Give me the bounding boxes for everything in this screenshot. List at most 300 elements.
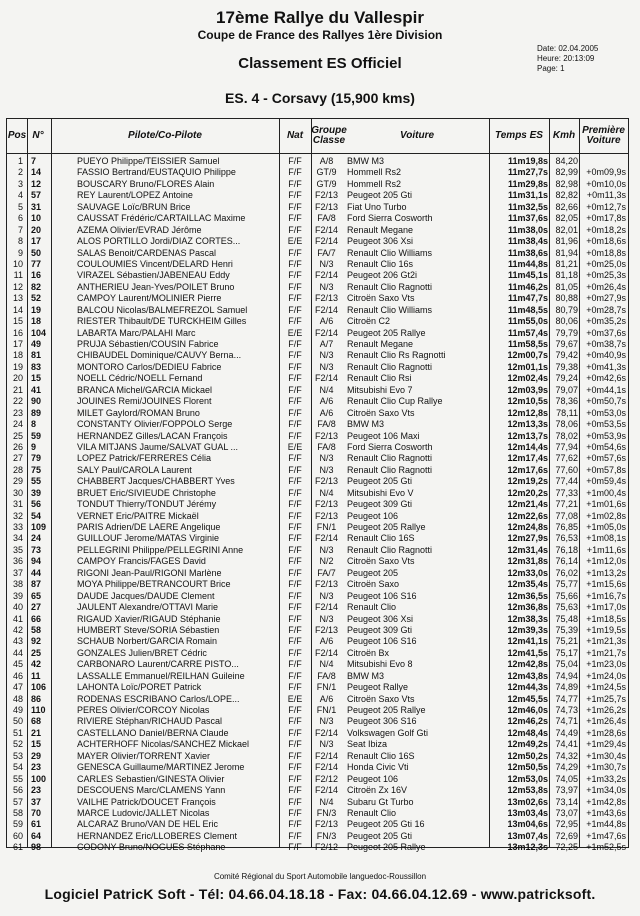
- cell-ecart: +0m38,7s: [586, 339, 626, 349]
- cell-kmh: 82,82: [555, 190, 578, 201]
- cell-temps: 12m13,7s: [507, 430, 548, 441]
- cell-voiture: Mitsubishi Evo V: [347, 487, 414, 498]
- table-row: [7, 694, 628, 705]
- cell-temps: 12m44,3s: [507, 682, 548, 693]
- table-row: [7, 842, 628, 853]
- cell-pilote: MOYA Philippe/BETRANCOURT Brice: [77, 579, 231, 590]
- cell-pilote: VIRAZEL Sébastien/JABENEAU Eddy: [77, 270, 230, 281]
- cell-pos: 3: [17, 178, 23, 189]
- cell-pilote: BRANCA Michel/GARCIA Mickael: [77, 384, 213, 395]
- cell-temps: 12m46,2s: [507, 716, 548, 727]
- cell-ecart: +0m28,7s: [586, 304, 626, 315]
- cell-num: 39: [31, 487, 42, 498]
- cell-num: 61: [31, 819, 42, 830]
- cell-ecart: +1m12,0s: [586, 556, 626, 567]
- cell-ecart: +0m41,3s: [586, 361, 626, 372]
- cell-num: 106: [31, 682, 47, 693]
- cell-temps: 12m53,0s: [507, 773, 548, 784]
- cell-ecart: +0m57,6s: [586, 453, 626, 464]
- cell-voiture: Peugeot 306 Xsi: [347, 613, 414, 624]
- cell-kmh: 81,18: [555, 270, 578, 281]
- cell-pos: 45: [12, 659, 23, 670]
- cell-ecart: +0m59,4s: [586, 476, 626, 487]
- cell-kmh: 74,71: [555, 716, 578, 727]
- cell-num: 55: [31, 476, 42, 487]
- cell-kmh: 77,62: [555, 453, 578, 464]
- cell-kmh: 72,95: [555, 819, 578, 830]
- cell-num: 73: [31, 544, 42, 555]
- cell-voiture: Peugeot 205 Rallye: [347, 842, 426, 853]
- cell-pos: 31: [12, 499, 23, 510]
- cell-nat: F/F: [288, 773, 302, 784]
- cell-groupe: F2/14: [314, 327, 338, 338]
- cell-ecart: +0m57,8s: [586, 464, 626, 475]
- cell-nat: F/F: [288, 201, 302, 212]
- cell-groupe: F2/14: [314, 373, 338, 384]
- cell-nat: F/F: [288, 647, 302, 658]
- table-row: [7, 202, 628, 213]
- cell-groupe: FN/1: [316, 682, 337, 693]
- cell-pos: 37: [12, 567, 23, 578]
- table-row: [7, 579, 628, 590]
- cell-pilote: CAMPOY Laurent/MOLINIER Pierre: [77, 293, 222, 304]
- table-row: [7, 533, 628, 544]
- cell-groupe: N/4: [319, 796, 334, 807]
- cell-ecart: +1m23,0s: [586, 659, 626, 670]
- table-row: [7, 636, 628, 647]
- cell-pilote: RODENAS ESCRIBANO Carlos/LOPE...: [77, 693, 240, 704]
- cell-voiture: Peugeot 205 Gti: [347, 190, 413, 201]
- cell-ecart: +1m43,6s: [586, 807, 626, 818]
- cell-pilote: BRUET Eric/SIVIEUDE Christophe: [77, 487, 216, 498]
- col-nat: Nat: [286, 130, 304, 141]
- cell-num: 27: [31, 602, 42, 613]
- col-temps: Temps ES: [495, 130, 543, 141]
- cell-pilote: GUILLOUF Jerome/MATAS Virginie: [77, 533, 220, 544]
- cell-ecart: +0m53,0s: [586, 407, 626, 418]
- cell-nat: E/E: [287, 441, 303, 452]
- cell-ecart: +1m30,4s: [586, 750, 626, 761]
- cell-nat: F/F: [288, 316, 302, 327]
- cell-num: 11: [31, 670, 41, 681]
- cell-pilote: JOUINES Remi/JOUINES Florent: [77, 396, 212, 407]
- cell-groupe: F2/14: [314, 647, 338, 658]
- cell-pos: 55: [12, 773, 23, 784]
- cell-kmh: 73,07: [555, 807, 578, 818]
- table-row: [7, 728, 628, 739]
- cell-nat: F/F: [288, 304, 302, 315]
- cell-groupe: FA/8: [317, 441, 336, 452]
- cell-nat: F/F: [288, 556, 302, 567]
- cell-voiture: Renault Clio Cup Rallye: [347, 396, 443, 407]
- cell-temps: 13m04,6s: [507, 819, 548, 830]
- cell-temps: 12m12,8s: [507, 407, 548, 418]
- cell-groupe: FA/8: [317, 419, 336, 430]
- cell-pilote: TONDUT Thierry/TONDUT Jérémy: [77, 499, 217, 510]
- cell-pilote: HERNANDEZ Eric/LLOBERES Clement: [77, 830, 238, 841]
- cell-kmh: 74,89: [555, 682, 578, 693]
- cell-pos: 32: [12, 510, 23, 521]
- cell-groupe: N/3: [319, 590, 334, 601]
- cell-num: 79: [31, 453, 42, 464]
- cell-pilote: JAULENT Alexandre/OTTAVI Marie: [77, 602, 219, 613]
- cell-groupe: F2/14: [314, 224, 338, 235]
- cell-pilote: PRUJA Sébastien/COUSIN Fabrice: [77, 339, 219, 349]
- cell-num: 109: [31, 522, 47, 532]
- cell-ecart: +1m24,5s: [586, 682, 626, 693]
- cell-pilote: DESCOUENS Marc/CLAMENS Yann: [77, 785, 226, 796]
- cell-groupe: N/3: [319, 739, 334, 750]
- cell-voiture: Subaru Gt Turbo: [347, 796, 414, 807]
- cell-pilote: BALCOU Nicolas/BALMEFREZOL Samuel: [77, 304, 248, 315]
- cell-pos: 35: [12, 544, 23, 555]
- cell-pos: 60: [12, 830, 23, 841]
- cell-voiture: Citroën Saxo Vts: [347, 693, 415, 704]
- table-row: [7, 774, 628, 785]
- print-date: Date: 02.04.2005: [537, 44, 599, 53]
- print-time: Heure: 20:13:09: [537, 54, 595, 63]
- table-row: [7, 259, 628, 270]
- cell-pilote: VILA MITJANS Jaume/SALVAT GUAL ...: [77, 441, 239, 452]
- cell-num: 104: [31, 327, 47, 338]
- cell-ecart: +0m25,3s: [586, 270, 626, 281]
- cell-num: 25: [31, 647, 42, 658]
- cell-pilote: ACHTERHOFF Nicolas/SANCHEZ Mickael: [77, 739, 250, 750]
- cell-nat: F/F: [288, 670, 302, 681]
- cell-pos: 11: [13, 270, 23, 281]
- cell-pilote: GENESCA Guillaume/MARTINEZ Jerome: [77, 762, 245, 773]
- cell-kmh: 79,67: [555, 339, 578, 349]
- cell-pilote: CHIBAUDEL Dominique/CAUVY Berna...: [77, 350, 242, 361]
- cell-pilote: NOELL Cédric/NOELL Fernand: [77, 373, 203, 384]
- cell-ecart: +0m18,6s: [586, 236, 626, 247]
- cell-pilote: VAILHE Patrick/DOUCET François: [77, 796, 216, 807]
- table-row: [7, 190, 628, 201]
- cell-ecart: +0m50,7s: [586, 396, 626, 407]
- cell-num: 49: [31, 339, 42, 349]
- cell-nat: F/F: [288, 750, 302, 761]
- cell-ecart: +1m30,7s: [586, 762, 626, 773]
- cell-temps: 12m17,6s: [507, 464, 548, 475]
- results-table: [6, 118, 629, 853]
- cell-voiture: Renault Clio Ragnotti: [347, 464, 433, 475]
- cell-kmh: 78,11: [556, 407, 578, 418]
- cell-nat: F/F: [288, 247, 302, 258]
- cell-ecart: +1m13,2s: [586, 567, 626, 578]
- cell-nat: F/F: [288, 407, 302, 418]
- cell-pilote: VERNET Eric/PAITRE Mickaël: [77, 510, 199, 521]
- cell-groupe: GT/9: [316, 167, 337, 178]
- cell-nat: F/F: [288, 270, 302, 281]
- cell-kmh: 84,20: [555, 156, 578, 166]
- cell-ecart: +1m00,4s: [586, 487, 626, 498]
- cell-nat: F/F: [288, 384, 302, 395]
- cell-nat: F/F: [288, 350, 302, 361]
- cell-num: 58: [31, 624, 42, 635]
- cell-temps: 12m35,4s: [507, 579, 548, 590]
- cell-pos: 24: [12, 419, 23, 430]
- cell-temps: 12m22,6s: [507, 510, 548, 521]
- cell-temps: 11m58,5s: [507, 339, 548, 349]
- cell-nat: F/F: [288, 762, 302, 773]
- cell-groupe: N/3: [319, 716, 334, 727]
- cell-ecart: +1m17,0s: [586, 602, 626, 613]
- cell-nat: F/F: [288, 213, 302, 224]
- cell-num: 82: [31, 281, 42, 292]
- cell-groupe: N/3: [319, 453, 334, 464]
- cell-pos: 51: [12, 727, 23, 738]
- cell-voiture: Renault Megane: [347, 339, 414, 349]
- cell-nat: F/F: [288, 807, 302, 818]
- cell-ecart: +1m44,8s: [586, 819, 626, 830]
- cell-groupe: N/3: [319, 350, 334, 361]
- cell-num: 16: [31, 270, 42, 281]
- cell-kmh: 74,32: [555, 750, 578, 761]
- cell-pilote: PUEYO Philippe/TEISSIER Samuel: [77, 156, 220, 166]
- cell-groupe: N/4: [319, 659, 334, 670]
- table-header: [7, 119, 628, 154]
- table-row: [7, 236, 628, 247]
- cell-temps: 12m33,0s: [507, 567, 548, 578]
- cell-pos: 6: [17, 213, 23, 224]
- cell-kmh: 81,94: [555, 247, 578, 258]
- table-row: [7, 179, 628, 190]
- cell-pilote: SALAS Benoit/CARDENAS Pascal: [77, 247, 217, 258]
- cell-pos: 17: [12, 339, 23, 349]
- table-row: [7, 350, 628, 361]
- cell-num: 77: [31, 258, 42, 269]
- cell-groupe: N/3: [319, 258, 334, 269]
- cell-voiture: Peugeot 309 Gti: [347, 624, 413, 635]
- col-groupe-classe: Groupe Classe: [311, 125, 347, 146]
- cell-nat: F/F: [288, 396, 302, 407]
- cell-voiture: Hommell Rs2: [347, 178, 402, 189]
- cell-voiture: Peugeot 106 S16: [347, 636, 417, 647]
- cell-num: 86: [31, 693, 42, 704]
- cell-nat: F/F: [288, 579, 302, 590]
- cell-num: 50: [31, 247, 42, 258]
- cell-nat: F/F: [288, 624, 302, 635]
- table-row: [7, 362, 628, 373]
- cell-pos: 26: [12, 441, 23, 452]
- cell-pos: 15: [12, 316, 23, 327]
- cell-kmh: 77,33: [555, 487, 578, 498]
- cell-pilote: PELLEGRINI Philippe/PELLEGRINI Anne: [77, 544, 244, 555]
- cell-temps: 12m48,4s: [507, 727, 548, 738]
- stage-title: ES. 4 - Corsavy (15,900 kms): [225, 90, 415, 106]
- cell-ecart: +0m54,6s: [586, 441, 626, 452]
- cell-nat: F/F: [288, 156, 302, 166]
- cell-pilote: LASSALLE Emmanuel/REILHAN Guileine: [77, 670, 245, 681]
- cell-temps: 12m24,8s: [507, 522, 548, 532]
- cell-num: 83: [31, 361, 42, 372]
- cell-nat: F/F: [288, 430, 302, 441]
- cell-nat: F/F: [288, 167, 302, 178]
- table-row: [7, 556, 628, 567]
- cell-voiture: Peugeot 106 S16: [347, 590, 417, 601]
- cell-ecart: +0m10,0s: [586, 178, 626, 189]
- cell-pilote: LAHONTA Loïc/PORET Patrick: [77, 682, 202, 693]
- cell-groupe: FN/3: [316, 830, 337, 841]
- cell-ecart: +0m25,0s: [586, 258, 626, 269]
- cell-voiture: Renault Clio: [347, 602, 397, 613]
- cell-num: 56: [31, 499, 42, 510]
- cell-pos: 42: [12, 624, 23, 635]
- cell-kmh: 75,17: [555, 647, 578, 658]
- cell-nat: F/F: [288, 533, 302, 544]
- cell-num: 94: [31, 556, 42, 567]
- cell-nat: F/F: [288, 567, 302, 578]
- table-row: [7, 156, 628, 167]
- cell-ecart: +0m17,8s: [586, 213, 626, 224]
- table-row: [7, 511, 628, 522]
- table-row: [7, 568, 628, 579]
- cell-num: 90: [31, 396, 42, 407]
- cell-temps: 12m01,1s: [507, 361, 548, 372]
- col-pos: Pos: [7, 130, 27, 141]
- cell-pos: 7: [17, 224, 23, 235]
- cell-temps: 11m38,4s: [507, 236, 548, 247]
- cell-ecart: +0m27,9s: [586, 293, 626, 304]
- cell-voiture: Mitsubishi Evo 7: [347, 384, 413, 395]
- cell-num: 66: [31, 613, 42, 624]
- cell-voiture: Peugeot 205 Gti 16: [347, 819, 425, 830]
- cell-temps: 11m46,2s: [507, 281, 548, 292]
- cell-num: 23: [31, 762, 42, 773]
- cell-kmh: 77,60: [555, 464, 578, 475]
- cell-pos: 13: [12, 293, 23, 304]
- cell-voiture: Renault Clio Ragnotti: [347, 544, 433, 555]
- cell-groupe: F2/13: [314, 510, 338, 521]
- cell-voiture: Renault Clio 16s: [347, 258, 414, 269]
- cell-voiture: Peugeot 205 Gti: [347, 476, 413, 487]
- table-row: [7, 408, 628, 419]
- cell-num: 29: [31, 750, 42, 761]
- cell-kmh: 75,48: [555, 613, 578, 624]
- cell-pos: 28: [12, 464, 23, 475]
- cell-voiture: Peugeot 205 Rallye: [347, 522, 426, 532]
- classement-title: Classement ES Officiel: [238, 55, 402, 72]
- cell-pilote: DAUDE Jacques/DAUDE Clement: [77, 590, 215, 601]
- cell-pilote: CONSTANTY Olivier/FOPPOLO Serge: [77, 419, 233, 430]
- cell-kmh: 75,39: [555, 624, 578, 635]
- cell-kmh: 74,41: [555, 739, 578, 750]
- cell-temps: 11m31,1s: [507, 190, 548, 201]
- cell-groupe: A/6: [319, 396, 334, 407]
- cell-pos: 57: [12, 796, 23, 807]
- cell-num: 52: [31, 293, 42, 304]
- cell-kmh: 74,49: [555, 727, 578, 738]
- cell-voiture: Hommell Rs2: [347, 167, 402, 178]
- cell-temps: 12m38,3s: [507, 613, 548, 624]
- cell-pilote: SALY Paul/CAROLA Laurent: [77, 464, 192, 475]
- cell-pos: 21: [12, 384, 23, 395]
- cell-kmh: 75,77: [555, 579, 578, 590]
- cell-groupe: F2/14: [314, 236, 338, 247]
- cell-num: 41: [31, 384, 42, 395]
- cell-ecart: +1m19,5s: [586, 624, 626, 635]
- cell-pos: 23: [12, 407, 23, 418]
- table-row: [7, 785, 628, 796]
- cell-pilote: RIGONI Jean-Paul/RIGONI Marlène: [77, 567, 222, 578]
- cell-kmh: 76,02: [555, 567, 578, 578]
- cell-nat: F/F: [288, 476, 302, 487]
- cell-kmh: 82,66: [555, 201, 578, 212]
- cell-pilote: AZEMA Olivier/EVRAD Jérôme: [77, 224, 202, 235]
- cell-pos: 18: [12, 350, 23, 361]
- table-row: [7, 625, 628, 636]
- cell-groupe: F2/13: [314, 624, 338, 635]
- cell-groupe: F2/13: [314, 819, 338, 830]
- cell-kmh: 74,77: [555, 693, 578, 704]
- cell-num: 100: [31, 773, 47, 784]
- cell-pos: 54: [12, 762, 23, 773]
- cell-num: 54: [31, 510, 42, 521]
- cell-pos: 9: [17, 247, 23, 258]
- cell-num: 31: [31, 201, 42, 212]
- cell-nat: E/E: [287, 236, 303, 247]
- cell-pilote: GONZALES Julien/BRET Cédric: [77, 647, 207, 658]
- cell-nat: F/F: [288, 636, 302, 647]
- table-row: [7, 167, 628, 178]
- cell-groupe: N/2: [319, 556, 334, 567]
- table-row: [7, 442, 628, 453]
- cell-kmh: 79,07: [555, 384, 578, 395]
- cell-ecart: +1m26,4s: [586, 716, 626, 727]
- cell-pilote: HUMBERT Steve/SORIA Sébastien: [77, 624, 220, 635]
- cell-num: 70: [31, 807, 42, 818]
- col-num: N°: [32, 130, 44, 141]
- cell-kmh: 79,24: [555, 373, 578, 384]
- cell-pilote: PARIS Adrien/DE LAERE Angelique: [77, 522, 221, 532]
- cell-voiture: Citroën Saxo Vts: [347, 556, 415, 567]
- cell-pilote: CHABBERT Jacques/CHABBERT Yves: [77, 476, 235, 487]
- cell-num: 89: [31, 407, 42, 418]
- cell-nat: F/F: [288, 819, 302, 830]
- cell-groupe: F2/14: [314, 270, 338, 281]
- cell-num: 44: [31, 567, 42, 578]
- cell-num: 9: [31, 441, 37, 452]
- cell-ecart: +1m02,8s: [586, 510, 626, 521]
- cell-pos: 50: [12, 716, 23, 727]
- cell-temps: 12m42,8s: [507, 659, 548, 670]
- table-row: [7, 282, 628, 293]
- cell-nat: F/F: [288, 659, 302, 670]
- cell-pilote: ANTHERIEU Jean-Yves/POILET Bruno: [77, 281, 235, 292]
- cell-groupe: F2/13: [314, 499, 338, 510]
- cell-groupe: F2/14: [314, 762, 338, 773]
- cell-temps: 12m53,8s: [507, 785, 548, 796]
- cell-voiture: Renault Clio: [347, 807, 397, 818]
- cell-groupe: GT/9: [316, 178, 337, 189]
- table-row: [7, 819, 628, 830]
- cell-num: 87: [31, 579, 42, 590]
- cell-voiture: Renault Megane: [347, 224, 414, 235]
- cell-nat: F/F: [288, 293, 302, 304]
- cell-nat: E/E: [287, 693, 303, 704]
- cell-num: 7: [31, 156, 37, 166]
- cell-temps: 11m57,4s: [507, 327, 548, 338]
- cell-voiture: Peugeot 306 Xsi: [347, 236, 414, 247]
- cell-temps: 11m55,0s: [507, 316, 548, 327]
- cell-kmh: 74,94: [555, 670, 578, 681]
- table-row: [7, 659, 628, 670]
- cell-pos: 59: [12, 819, 23, 830]
- cell-ecart: +1m21,7s: [586, 647, 626, 658]
- cell-groupe: F2/12: [314, 842, 338, 853]
- col-pilote: Pilote/Co-Pilote: [128, 130, 202, 141]
- cell-nat: F/F: [288, 178, 302, 189]
